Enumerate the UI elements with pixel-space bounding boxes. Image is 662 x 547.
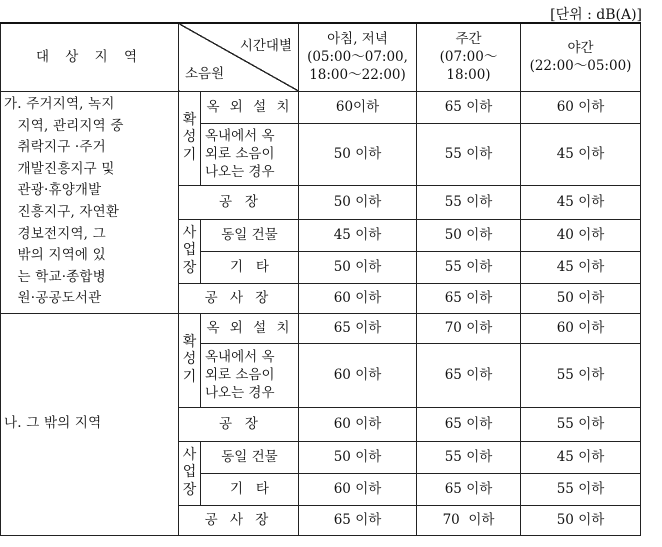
speaker-label: 확 성 기 bbox=[179, 313, 201, 407]
indoor-label: 옥내에서 옥 외로 소음이 나오는 경우 bbox=[201, 343, 299, 407]
table-cell: 45 이하 bbox=[521, 185, 641, 219]
table-cell: 60이하 bbox=[299, 91, 417, 123]
table-cell: 65 이하 bbox=[299, 505, 417, 535]
business-label: 사 업 장 bbox=[179, 441, 201, 505]
table-cell: 60 이하 bbox=[299, 473, 417, 505]
region-a-name: 가. 주거지역, 녹지 지역, 관리지역 중 취락지구 ·주거 개발진흥지구 및 관광·휴양개발 진흥지구, 자연환 경보전지역, 그 밖의 지역에 있 는 학교·종합병 원·공공도서관 bbox=[1, 91, 179, 313]
table-cell: 70 이하 bbox=[417, 313, 521, 343]
table-cell: 50 이하 bbox=[417, 219, 521, 251]
table-cell: 60 이하 bbox=[299, 283, 417, 313]
table-cell: 45 이하 bbox=[299, 219, 417, 251]
table-cell: 65 이하 bbox=[299, 313, 417, 343]
header-noise-source: 소음원 bbox=[185, 65, 225, 82]
header-target-area: 대 상 지 역 bbox=[1, 23, 179, 91]
same-building-label: 동일 건물 bbox=[201, 219, 299, 251]
table-cell: 50 이하 bbox=[299, 185, 417, 219]
header-nighttime: 야간 (22:00～05:00) bbox=[521, 23, 641, 91]
table-cell: 50 이하 bbox=[299, 441, 417, 473]
outdoor-label: 옥 외 설 치 bbox=[201, 313, 299, 343]
table-cell: 55 이하 bbox=[417, 123, 521, 185]
table-cell: 55 이하 bbox=[521, 473, 641, 505]
table-cell: 65 이하 bbox=[417, 283, 521, 313]
header-morning-evening: 아침, 저녁 (05:00～07:00, 18:00～22:00) bbox=[299, 23, 417, 91]
table-cell: 60 이하 bbox=[521, 313, 641, 343]
header-time-period: 시간대별 bbox=[239, 38, 292, 54]
table-cell: 65 이하 bbox=[417, 343, 521, 407]
table-cell: 60 이하 bbox=[521, 91, 641, 123]
table-cell: 55 이하 bbox=[417, 251, 521, 283]
table-cell: 55 이하 bbox=[521, 407, 641, 441]
header-row bbox=[1, 23, 641, 91]
table-cell: 60 이하 bbox=[299, 407, 417, 441]
factory-label: 공 장 bbox=[179, 185, 299, 219]
construction-label: 공 사 장 bbox=[179, 505, 299, 535]
table-cell: 50 이하 bbox=[521, 505, 641, 535]
table-row bbox=[1, 91, 641, 123]
others-label: 기 타 bbox=[201, 473, 299, 505]
table-cell: 65 이하 bbox=[417, 407, 521, 441]
table-cell: 40 이하 bbox=[521, 219, 641, 251]
construction-label: 공 사 장 bbox=[179, 283, 299, 313]
table-cell: 55 이하 bbox=[417, 441, 521, 473]
table-cell: 45 이하 bbox=[521, 251, 641, 283]
header-diagonal-cell bbox=[179, 23, 299, 91]
table-cell: 45 이하 bbox=[521, 441, 641, 473]
table-cell: 50 이하 bbox=[299, 123, 417, 185]
speaker-label: 확 성 기 bbox=[179, 91, 201, 185]
table-cell: 55 이하 bbox=[521, 343, 641, 407]
table-cell: 65 이하 bbox=[417, 91, 521, 123]
indoor-label: 옥내에서 옥 외로 소음이 나오는 경우 bbox=[201, 123, 299, 185]
noise-standards-table bbox=[0, 22, 641, 536]
table-cell: 50 이하 bbox=[299, 251, 417, 283]
table-cell: 55 이하 bbox=[417, 185, 521, 219]
header-daytime: 주간 (07:00～18:00) bbox=[417, 23, 521, 91]
same-building-label: 동일 건물 bbox=[201, 441, 299, 473]
others-label: 기 타 bbox=[201, 251, 299, 283]
business-label: 사 업 장 bbox=[179, 219, 201, 283]
outdoor-label: 옥 외 설 치 bbox=[201, 91, 299, 123]
table-cell: 65 이하 bbox=[417, 473, 521, 505]
table-row bbox=[1, 313, 641, 343]
factory-label: 공 장 bbox=[179, 407, 299, 441]
unit-label: [단위 : dB(A)] bbox=[550, 7, 642, 23]
region-b-name: 나. 그 밖의 지역 bbox=[1, 313, 179, 535]
table-cell: 60 이하 bbox=[299, 343, 417, 407]
table-cell: 50 이하 bbox=[521, 283, 641, 313]
table-cell: 45 이하 bbox=[521, 123, 641, 185]
table-cell: 70 이하 bbox=[417, 505, 521, 535]
